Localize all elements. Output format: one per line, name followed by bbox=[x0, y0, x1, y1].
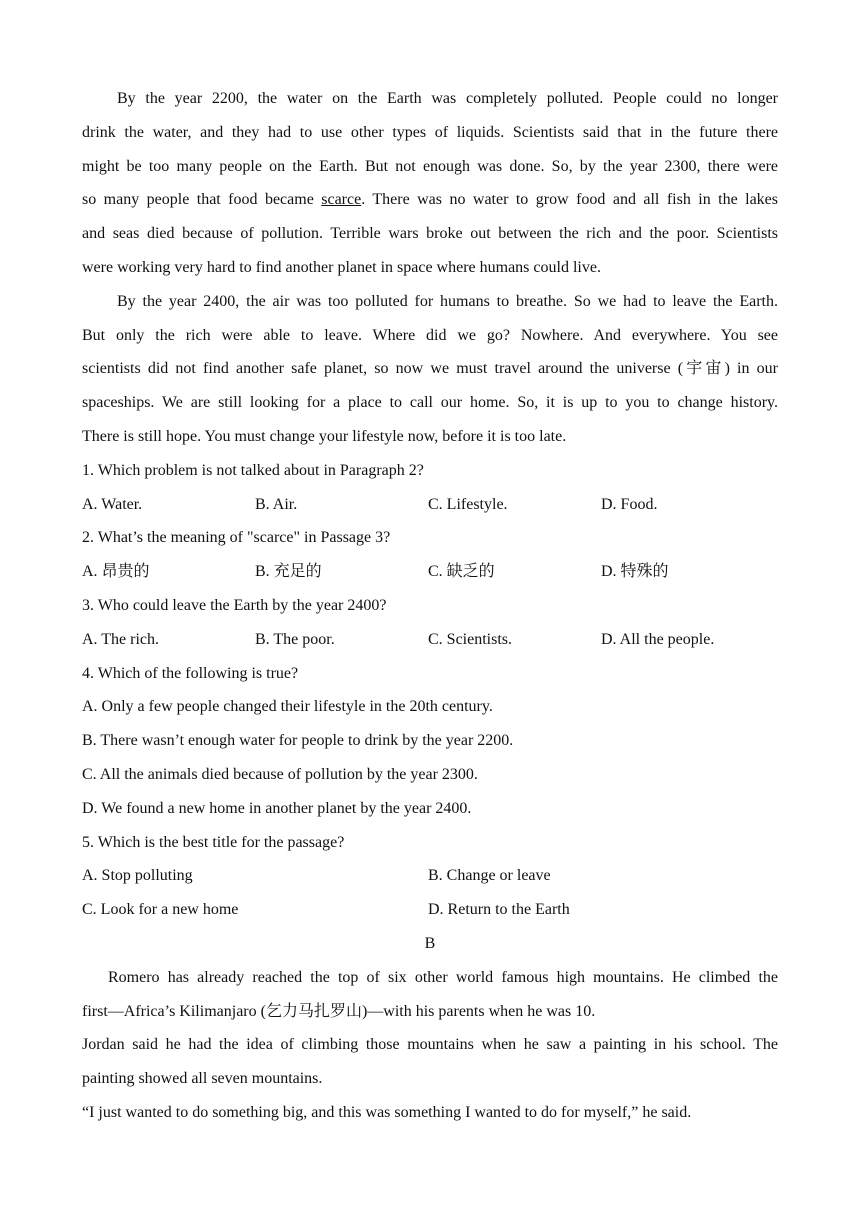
options-row bbox=[82, 859, 778, 893]
section-b-passage bbox=[82, 961, 778, 1130]
option-a: A. Stop polluting bbox=[82, 867, 193, 885]
option-b: B. 充足的 bbox=[255, 563, 322, 581]
question-text: 4. Which of the following is true? bbox=[82, 664, 299, 682]
question-text: 3. Who could leave the Earth by the year 2400? bbox=[82, 596, 387, 614]
options-row bbox=[82, 555, 778, 589]
option-b: B. There wasn’t enough water for people to drink by the year 2200. bbox=[82, 732, 514, 750]
question-5 bbox=[82, 826, 778, 927]
option-d: D. 特殊的 bbox=[601, 563, 669, 581]
paragraph-line: scientists did not find another safe planet, so now we must travel around the universe (宇宙) in our bbox=[82, 360, 778, 378]
paragraph-line: spaceships. We are still looking for a place to call our home. So, it is up to you to change history. bbox=[82, 394, 778, 412]
option-b: B. The poor. bbox=[255, 630, 335, 648]
question-text: 2. What’s the meaning of "scarce" in Passage 3? bbox=[82, 529, 391, 547]
paragraph-line: By the year 2200, the water on the Earth was completely polluted. People could no longer bbox=[117, 90, 778, 107]
paragraph-line: There is still hope. You must change your lifestyle now, before it is too late. bbox=[82, 427, 567, 445]
paragraph-1 bbox=[82, 82, 778, 285]
option-c: C. Lifestyle. bbox=[428, 495, 508, 513]
option-a: A. 昂贵的 bbox=[82, 563, 150, 581]
question-1 bbox=[82, 454, 778, 522]
option-c: C. All the animals died because of pollution by the year 2300. bbox=[82, 765, 478, 783]
document-page bbox=[82, 82, 778, 1130]
question-4 bbox=[82, 657, 778, 826]
option-a: A. Only a few people changed their lifestyle in the 20th century. bbox=[82, 698, 493, 716]
paragraph-line: drink the water, and they had to use other types of liquids. Scientists said that in the future there bbox=[82, 123, 778, 141]
option-b: B. Air. bbox=[255, 495, 298, 513]
paragraph-line: Romero has already reached the top of six other world famous high mountains. He climbed the bbox=[108, 968, 778, 986]
paragraph-line: and seas died because of pollution. Terrible wars broke out between the rich and the poor. Scientists bbox=[82, 225, 778, 243]
options-row bbox=[82, 893, 778, 927]
paragraph-line: might be too many people on the Earth. But not enough was done. So, by the year 2300, there were bbox=[82, 157, 778, 175]
question-text: 5. Which is the best title for the passage? bbox=[82, 833, 345, 851]
option-a: A. The rich. bbox=[82, 630, 160, 648]
question-text: 1. Which problem is not talked about in Paragraph 2? bbox=[82, 461, 424, 479]
text-span: . There was no water to grow food and all fish in the lakes bbox=[361, 191, 778, 209]
paragraph-line: were working very hard to find another planet in space where humans could live. bbox=[82, 258, 601, 276]
text-span: so many people that food became bbox=[82, 191, 322, 209]
paragraph-line: But only the rich were able to leave. Where did we go? Nowhere. And everywhere. You see bbox=[82, 326, 778, 344]
underlined-word: scarce bbox=[321, 191, 362, 209]
paragraph-line: By the year 2400, the air was too polluted for humans to breathe. So we had to leave the Earth. bbox=[117, 292, 778, 310]
options-row bbox=[82, 488, 778, 522]
paragraph-line: “I just wanted to do something big, and this was something I wanted to do for myself,” he said. bbox=[82, 1103, 692, 1121]
question-2 bbox=[82, 521, 778, 589]
paragraph-line: Jordan said he had the idea of climbing those mountains when he saw a painting in his school. The bbox=[82, 1036, 778, 1054]
option-b: B. Change or leave bbox=[428, 867, 551, 885]
paragraph-line bbox=[82, 183, 778, 217]
option-d: D. Food. bbox=[601, 495, 658, 513]
paragraph-line: painting showed all seven mountains. bbox=[82, 1070, 323, 1088]
option-c: C. 缺乏的 bbox=[428, 563, 495, 581]
option-d: D. Return to the Earth bbox=[428, 901, 570, 919]
option-c: C. Scientists. bbox=[428, 630, 513, 648]
question-3 bbox=[82, 589, 778, 657]
option-a: A. Water. bbox=[82, 495, 143, 513]
options-row bbox=[82, 623, 778, 657]
paragraph-line: first—Africa’s Kilimanjaro (乞力马扎罗山)—with his parents when he was 10. bbox=[82, 1002, 596, 1020]
option-d: D. All the people. bbox=[601, 630, 715, 648]
paragraph-2 bbox=[82, 285, 778, 454]
option-c: C. Look for a new home bbox=[82, 901, 239, 919]
section-heading: B bbox=[424, 934, 436, 952]
option-d: D. We found a new home in another planet by the year 2400. bbox=[82, 799, 472, 817]
